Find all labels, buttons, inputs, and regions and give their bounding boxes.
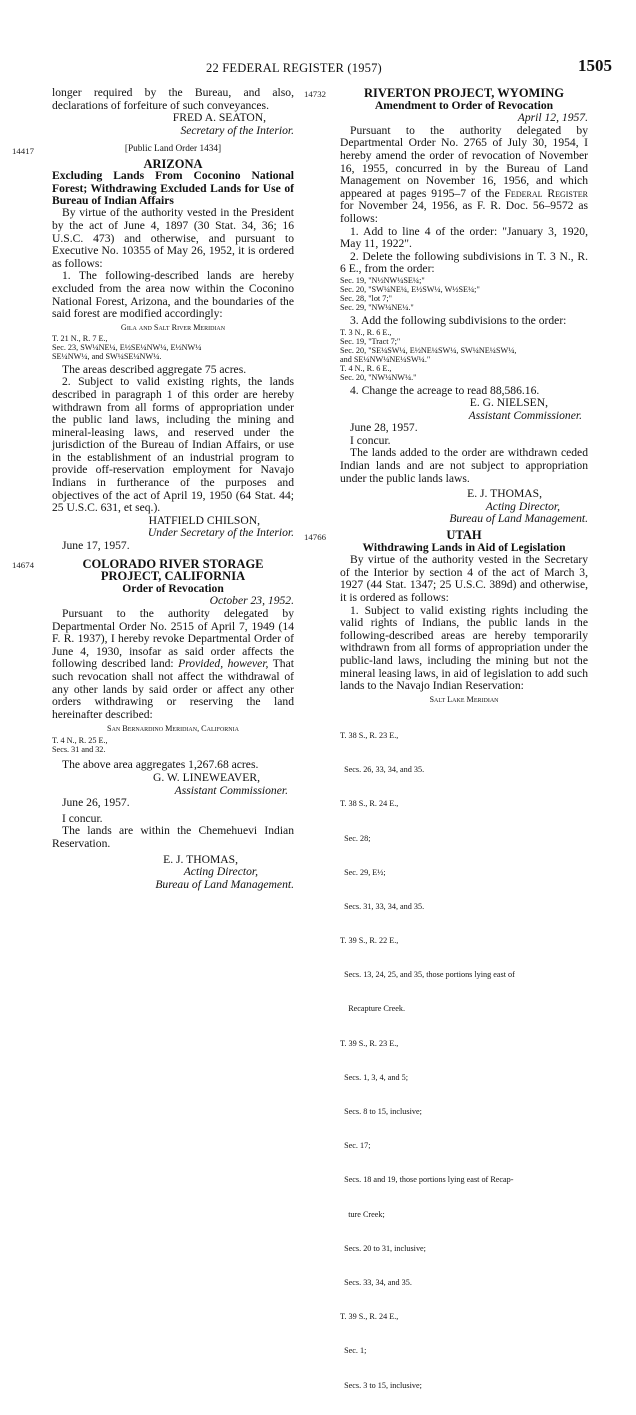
land-description: Secs. 1, 3, 4, and 5; [340, 1072, 408, 1082]
signature-date: June 26, 1957. [62, 796, 130, 810]
paragraph: Pursuant to the authority delegated by Departmental Order No. 2765 of July 30, 1954, I hereby amend the order of revocation of November 16, 1955, concurred in by the Bureau of Land Management on November 16, 1956, and which appeared at pages 9195–7 of the Federal Register for November 24, 1956, as F. R. Doc. 56–9572 as follows: [340, 123, 588, 225]
land-description: Sec. 28, "lot 7;" [340, 293, 392, 303]
signature-date: June 28, 1957. [350, 421, 418, 435]
signature-title: Assistant Commissioner. [174, 783, 288, 797]
land-description: Sec. 19, "N½NW¼SE¼;" [340, 275, 425, 285]
section-title: COLORADO RIVER STORAGE [82, 556, 264, 571]
land-description: T. 4 N., R. 6 E., [340, 363, 392, 373]
right-column [304, 86, 588, 1415]
paragraph: 3. Add the following subdivisions to the order: [350, 313, 567, 327]
signature-title: Bureau of Land Management. [449, 512, 588, 526]
land-description: Secs. 31, 33, 34, and 35. [340, 901, 425, 911]
paragraph: 2. Subject to valid existing rights, the lands described in paragraph 1 of this order are hereby withdrawn from all forms of appropriation under the public land laws, including the mining and mineral-leasing laws, and reserved under the jurisdiction of the Bureau of Indian Affairs, or use in the establishment of an industrial program to provide off-reservation employment for Navajo Indians in furtherance of the purposes and objectives of the act of April 19, 1950 (64 Stat. 44; 25 U.S.C. 631, et seq.). [52, 375, 294, 515]
paragraph: 2. Delete the following subdivisions in T. 3 N., R. 6 E., from the order: [340, 249, 588, 276]
land-description: Secs. 33, 34, and 35. [340, 1277, 412, 1287]
land-description: Sec. 20, "SE¼SW¼, E½NE¼SW¼, SW¼NE¼SW¼, [340, 345, 517, 355]
continued-text: longer required by the Bureau, and also, declarations of forfeiture of such conveyances. [52, 86, 294, 112]
land-description: T. 39 S., R. 23 E., [340, 1038, 399, 1048]
paragraph: 4. Change the acreage to read 88,586.16. [350, 383, 540, 397]
land-description: T. 39 S., R. 22 E., [340, 936, 399, 946]
land-description: T. 3 N., R. 6 E., [340, 327, 392, 337]
header-title: 22 FEDERAL REGISTER (1957) [206, 61, 382, 75]
section-title: RIVERTON PROJECT, WYOMING [364, 86, 564, 100]
land-description: Sec. 23, SW¼NE¼, E½SE¼NW¼, E½NW¼ [52, 342, 202, 352]
paragraph: The lands are within the Chemehuevi Indian Reservation. [52, 824, 294, 850]
land-description: Sec. 19, "Tract 7;" [340, 336, 401, 346]
margin-number: 14732 [304, 89, 326, 99]
land-description: Secs. 3 to 15, inclusive; [340, 1380, 422, 1390]
land-description: and SE¼NW¼NE¼SW¼." [340, 354, 431, 364]
signature-title: Under Secretary of the Interior. [147, 526, 294, 540]
paragraph: 1. Subject to valid existing rights including the valid rights of Indians, the public lands in the following-described areas are hereby temporarily withdrawn from all forms of appropriation under the public-land laws, including the mining but not the mineral leasing laws, in aid of legislation to add such lands to the Navajo Indian Reservation: [340, 603, 588, 693]
arizona-order [12, 144, 294, 553]
utah-land-list [340, 706, 588, 1415]
order-number: [Public Land Order 1434] [124, 144, 222, 155]
paragraph: 1. The following-described lands are hereby excluded from the area now within the Coconino National Forest, Arizona, and the boundaries of the said forest are modified accordingly: [52, 269, 294, 321]
order-date: April 12, 1957. [517, 111, 588, 125]
signature-date: June 17, 1957. [62, 539, 130, 553]
signature-name: HATFIELD CHILSON, [148, 513, 260, 527]
land-description: T. 4 N., R. 25 E., [52, 736, 108, 746]
page-number: 1505 [578, 56, 612, 75]
section-subtitle: Order of Revocation [122, 581, 224, 595]
land-description: Sec. 29, "NW¼NE¼." [340, 302, 414, 312]
running-header [0, 56, 636, 80]
signature-title: Secretary of the Interior. [180, 123, 294, 137]
land-description: Sec. 28; [340, 833, 371, 843]
paragraph: By virtue of the authority vested in the President by the act of June 4, 1897 (30 Stat. 34, 36; 16 U.S.C. 473) and otherwise, and pursuant to Executive No. 10355 of May 26, 1952, it is ordered as follows: [52, 206, 294, 270]
utah-order [304, 528, 588, 1415]
paragraph: The areas described aggregate 75 acres. [62, 362, 247, 376]
section-title: PROJECT, CALIFORNIA [100, 569, 246, 584]
land-description: Secs. 31 and 32. [52, 745, 106, 755]
land-description: Recapture Creek. [340, 1004, 406, 1014]
land-description: Sec. 20, "SW¼NE¼, E½SW¼, W½SE¼;" [340, 284, 480, 294]
signature-name: E. J. THOMAS, [163, 852, 238, 866]
land-description: Secs. 13, 24, 25, and 35, those portions lying east of [340, 970, 515, 980]
land-description: Sec. 17; [340, 1141, 371, 1151]
land-description: ture Creek; [340, 1209, 385, 1219]
land-description: T. 21 N., R. 7 E., [52, 333, 108, 343]
section-subtitle: Amendment to Order of Revocation [374, 98, 554, 112]
order-date: October 23, 1952. [209, 594, 294, 608]
land-description: Sec. 20, "NW¼NW¼." [340, 372, 417, 382]
section-subtitle: Excluding Lands From Coconino National Forest; Withdrawing Excluded Lands for Use of Bureau of Indian Affairs [52, 169, 294, 207]
left-column [12, 86, 294, 891]
land-description: Secs. 18 and 19, those portions lying east of Recap- [340, 1175, 514, 1185]
paragraph: Pursuant to the authority delegated by Departmental Order No. 2515 of April 7, 1949 (14 F. R. 1937), I hereby revoke Departmental Order of June 4, 1930, insofar as said order affects the following described land: Provided, however, That such revocation shall not affect the withdrawal of any other lands by said order or affect any other orders withdrawing or reserving the land hereinafter described: [52, 607, 294, 721]
paragraph: 1. Add to line 4 of the order: "January 3, 1920, May 11, 1922". [340, 224, 588, 251]
signature-name: FRED A. SEATON, [172, 111, 266, 125]
signature-title: Acting Director, [183, 865, 258, 879]
paragraph: The above area aggregates 1,267.68 acres. [62, 758, 259, 772]
land-description: Sec. 1; [340, 1346, 367, 1356]
section-title: ARIZONA [143, 156, 203, 171]
land-description: T. 38 S., R. 23 E., [340, 730, 399, 740]
signature-title: Acting Director, [485, 499, 560, 513]
margin-number: 14417 [12, 146, 34, 157]
land-description: T. 39 S., R. 24 E., [340, 1312, 399, 1322]
colorado-order [12, 556, 294, 892]
signature-title: Assistant Commissioner. [468, 408, 582, 422]
land-description: Secs. 26, 33, 34, and 35. [340, 765, 425, 775]
signature-name: G. W. LINEWEAVER, [152, 770, 260, 784]
land-description: Sec. 29, E½; [340, 867, 386, 877]
land-description: Secs. 20 to 31, inclusive; [340, 1243, 426, 1253]
margin-number: 14766 [304, 532, 326, 543]
meridian-heading: Salt Lake Meridian [429, 694, 499, 704]
concurrence: I concur. [62, 811, 103, 825]
land-description: T. 38 S., R. 24 E., [340, 799, 399, 809]
riverton-order [304, 86, 588, 526]
land-description: Secs. 8 to 15, inclusive; [340, 1107, 422, 1116]
paragraph: The lands added to the order are withdrawn ceded Indian lands and are not subject to appropriation under the public lands laws. [340, 446, 588, 485]
section-title: UTAH [446, 528, 482, 543]
signature-name: E. G. NIELSEN, [469, 396, 548, 410]
signature-title: Bureau of Land Management. [155, 877, 294, 891]
land-description: SE¼NW¼, and SW¼SE¼NW¼. [52, 351, 162, 361]
meridian-heading: Gila and Salt River Meridian [120, 322, 226, 332]
paragraph: By virtue of the authority vested in the Secretary of the Interior by section 4 of the act of March 3, 1927 (44 Stat. 1347; 25 U.S.C. 389d) and otherwise, it is ordered as follows: [340, 553, 588, 604]
signature-name: E. J. THOMAS, [467, 487, 542, 501]
concurrence: I concur. [350, 433, 391, 447]
margin-number: 14674 [12, 559, 34, 570]
section-subtitle: Withdrawing Lands in Aid of Legislation [362, 540, 566, 554]
meridian-heading: San Bernardino Meridian, California [107, 724, 239, 734]
